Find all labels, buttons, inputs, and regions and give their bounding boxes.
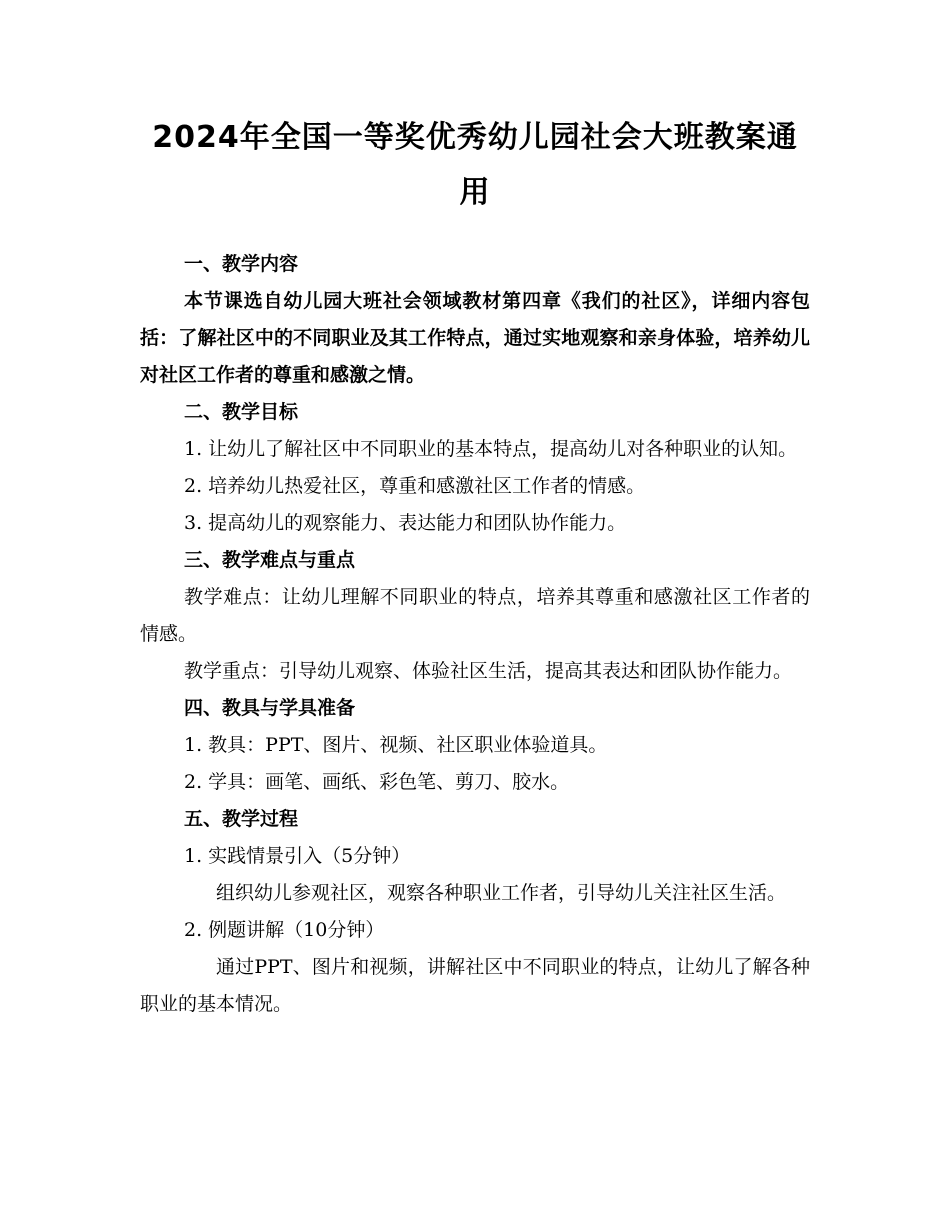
section-heading-goals: 二、教学目标 <box>184 401 299 423</box>
process-step-1-text: 组织幼儿参观社区，观察各种职业工作者，引导幼儿关注社区生活。 <box>216 882 787 904</box>
section-heading-materials: 四、教具与学具准备 <box>184 697 356 719</box>
goal-item-3: 3. 提高幼儿的观察能力、表达能力和团队协作能力。 <box>184 512 627 534</box>
process-step-2-text: 通过PPT、图片和视频，讲解社区中不同职业的特点，让幼儿了解各种职业的基本情况。 <box>140 956 810 1015</box>
section-heading-difficulty: 三、教学难点与重点 <box>184 549 356 571</box>
document-body <box>140 246 810 1023</box>
section-heading-process: 五、教学过程 <box>184 808 299 830</box>
difficulty-text: 教学难点：让幼儿理解不同职业的特点，培养其尊重和感激社区工作者的情感。 <box>140 586 810 645</box>
process-step-2: 2. 例题讲解（10分钟） <box>184 919 385 941</box>
materials-item-2: 2. 学具：画笔、画纸、彩色笔、剪刀、胶水。 <box>184 771 570 793</box>
section-content-text: 本节课选自幼儿园大班社会领域教材第四章《我们的社区》，详细内容包括：了解社区中的不同职业及其工作特点，通过实地观察和亲身体验，培养幼儿对社区工作者的尊重和感激之情。 <box>140 290 810 386</box>
section-heading-content: 一、教学内容 <box>184 253 299 275</box>
process-step-1: 1. 实践情景引入（5分钟） <box>184 845 411 867</box>
key-point-text: 教学重点：引导幼儿观察、体验社区生活，提高其表达和团队协作能力。 <box>184 660 793 682</box>
goal-item-1: 1. 让幼儿了解社区中不同职业的基本特点，提高幼儿对各种职业的认知。 <box>184 438 798 460</box>
document-title: 2024年全国一等奖优秀幼儿园社会大班教案通用 <box>152 120 798 210</box>
goal-item-2: 2. 培养幼儿热爱社区，尊重和感激社区工作者的情感。 <box>184 475 646 497</box>
materials-item-1: 1. 教具：PPT、图片、视频、社区职业体验道具。 <box>184 734 608 756</box>
